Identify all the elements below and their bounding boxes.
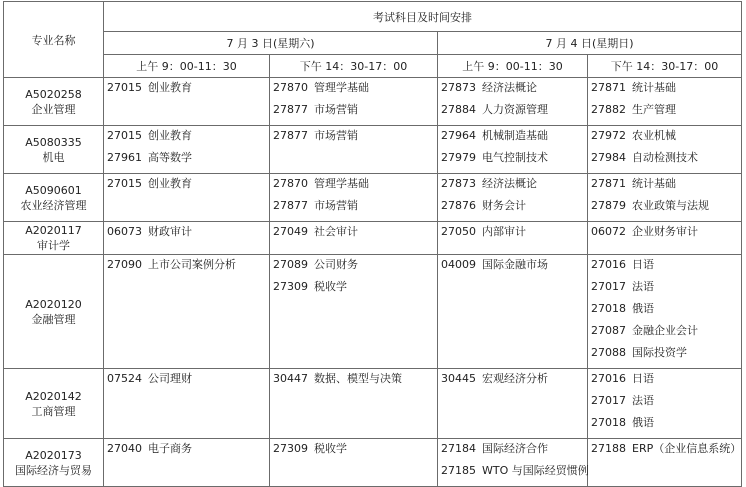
subject-name: 宏观经济分析 xyxy=(482,372,548,385)
subject-name: 俄语 xyxy=(632,416,654,429)
subject-name: 创业教育 xyxy=(148,81,192,94)
table-row xyxy=(4,126,742,174)
subject-name: 日语 xyxy=(632,372,654,385)
subject-entry xyxy=(107,177,269,199)
subject-code: 27185 xyxy=(441,464,476,477)
subject-name: 生产管理 xyxy=(632,103,676,116)
subject-entry xyxy=(107,442,269,464)
subject-code: 27087 xyxy=(591,324,626,337)
subject-name: 机械制造基础 xyxy=(482,129,548,142)
subject-entry xyxy=(591,81,741,103)
subject-entry xyxy=(273,129,437,151)
major-name-header: 专业名称 xyxy=(4,2,104,78)
subject-entry xyxy=(273,81,437,103)
exam-slot-cell xyxy=(270,439,438,487)
subject-name: 统计基础 xyxy=(632,177,676,190)
subject-name: 经济法概论 xyxy=(482,81,537,94)
major-cell xyxy=(4,78,104,126)
subject-entry xyxy=(107,372,269,394)
subject-code: 27015 xyxy=(107,129,142,142)
major-code: A2020142 xyxy=(25,389,82,403)
major-cell xyxy=(4,369,104,439)
exam-slot-cell xyxy=(588,439,742,487)
major-name: 审计学 xyxy=(37,239,70,252)
subject-entry xyxy=(591,103,741,125)
subject-name: 人力资源管理 xyxy=(482,103,548,116)
subject-entry xyxy=(591,177,741,199)
exam-slot-cell xyxy=(104,222,270,255)
subject-code: 27873 xyxy=(441,81,476,94)
subject-entry xyxy=(441,258,587,280)
major-cell xyxy=(4,174,104,222)
exam-slot-cell xyxy=(588,255,742,369)
subject-entry xyxy=(273,258,437,280)
subject-code: 27015 xyxy=(107,81,142,94)
subject-name: 社会审计 xyxy=(314,225,358,238)
subject-code: 30447 xyxy=(273,372,308,385)
subject-entry xyxy=(591,416,741,438)
subject-entry xyxy=(441,199,587,221)
subject-entry xyxy=(591,372,741,394)
subject-code: 04009 xyxy=(441,258,476,271)
subject-name: 税收学 xyxy=(314,280,347,293)
subject-entry xyxy=(591,151,741,173)
subject-entry xyxy=(591,199,741,221)
subject-code: 27984 xyxy=(591,151,626,164)
major-name: 企业管理 xyxy=(31,102,76,116)
exam-slot-cell xyxy=(438,222,588,255)
subject-name: 市场营销 xyxy=(314,199,358,212)
subject-name: 高等数学 xyxy=(148,151,192,164)
exam-slot-cell xyxy=(438,174,588,222)
slot3-header: 上午 9：00-11：30 xyxy=(438,55,588,78)
subject-name: 财政审计 xyxy=(148,225,192,238)
subject-entry xyxy=(273,372,437,394)
subject-name: WTO 与国际经贸惯例 xyxy=(482,464,589,477)
subject-entry xyxy=(107,258,269,280)
subject-code: 27876 xyxy=(441,199,476,212)
subject-code: 27016 xyxy=(591,258,626,271)
subject-code: 27309 xyxy=(273,442,308,455)
exam-slot-cell xyxy=(588,126,742,174)
subject-entry xyxy=(107,225,269,247)
major-code: A5020258 xyxy=(25,87,82,101)
major-code: A5090601 xyxy=(25,183,82,197)
major-name: 金融管理 xyxy=(31,312,76,326)
subject-code: 27090 xyxy=(107,258,142,271)
subject-name: 国际金融市场 xyxy=(482,258,548,271)
subject-name: 创业教育 xyxy=(148,129,192,142)
subject-name: 俄语 xyxy=(632,302,654,315)
major-code: A5080335 xyxy=(25,135,82,149)
major-code: A2020117 xyxy=(25,224,82,237)
subject-entry xyxy=(273,199,437,221)
exam-slot-cell xyxy=(438,126,588,174)
subject-code: 06073 xyxy=(107,225,142,238)
subject-entry xyxy=(441,103,587,125)
subject-code: 27882 xyxy=(591,103,626,116)
major-name: 农业经济管理 xyxy=(20,198,87,212)
subject-entry xyxy=(591,394,741,416)
subject-name: 上市公司案例分析 xyxy=(148,258,236,271)
subject-entry xyxy=(591,324,741,346)
exam-slot-cell xyxy=(270,126,438,174)
subject-name: 数据、模型与决策 xyxy=(314,372,402,385)
exam-slot-cell xyxy=(588,222,742,255)
subject-entry xyxy=(441,464,587,486)
subject-code: 27870 xyxy=(273,81,308,94)
subject-code: 27015 xyxy=(107,177,142,190)
major-cell xyxy=(4,255,104,369)
table-row xyxy=(4,255,742,369)
exam-slot-cell xyxy=(104,126,270,174)
subject-entry xyxy=(591,129,741,151)
subject-entry xyxy=(107,151,269,173)
table-row xyxy=(4,78,742,126)
exam-slot-cell xyxy=(104,439,270,487)
subject-code: 07524 xyxy=(107,372,142,385)
exam-slot-cell xyxy=(104,78,270,126)
subject-code: 27964 xyxy=(441,129,476,142)
subject-code: 27089 xyxy=(273,258,308,271)
subject-code: 27877 xyxy=(273,103,308,116)
subject-name: ERP（企业信息系统） xyxy=(632,442,742,455)
subject-name: 日语 xyxy=(632,258,654,271)
subject-name: 市场营销 xyxy=(314,129,358,142)
subject-code: 27188 xyxy=(591,442,626,455)
subject-entry xyxy=(441,81,587,103)
slot4-header: 下午 14：30-17：00 xyxy=(588,55,742,78)
major-name: 机电 xyxy=(42,150,65,164)
exam-slot-cell xyxy=(104,369,270,439)
subject-name: 农业机械 xyxy=(632,129,676,142)
table-row xyxy=(4,439,742,487)
subject-code: 27018 xyxy=(591,416,626,429)
subject-code: 27877 xyxy=(273,129,308,142)
major-name: 国际经济与贸易 xyxy=(15,463,92,477)
major-code: A2020173 xyxy=(25,448,82,462)
subject-code: 27873 xyxy=(441,177,476,190)
table-row xyxy=(4,222,742,255)
subject-code: 27017 xyxy=(591,394,626,407)
subject-entry xyxy=(273,103,437,125)
subject-name: 财务会计 xyxy=(482,199,526,212)
table-row xyxy=(4,369,742,439)
subject-name: 电子商务 xyxy=(148,442,192,455)
subject-entry xyxy=(591,302,741,324)
subject-entry xyxy=(273,177,437,199)
subject-code: 27184 xyxy=(441,442,476,455)
subject-entry xyxy=(441,372,587,394)
subject-code: 27877 xyxy=(273,199,308,212)
subject-name: 国际投资学 xyxy=(632,346,687,359)
subject-code: 27049 xyxy=(273,225,308,238)
subject-name: 法语 xyxy=(632,394,654,407)
subject-entry xyxy=(591,280,741,302)
exam-slot-cell xyxy=(270,222,438,255)
subject-code: 27017 xyxy=(591,280,626,293)
subject-name: 国际经济合作 xyxy=(482,442,548,455)
schedule-title: 考试科目及时间安排 xyxy=(104,2,742,32)
exam-slot-cell xyxy=(438,78,588,126)
subject-name: 企业财务审计 xyxy=(632,225,698,238)
exam-slot-cell xyxy=(270,78,438,126)
subject-code: 27309 xyxy=(273,280,308,293)
subject-name: 公司财务 xyxy=(314,258,358,271)
subject-name: 内部审计 xyxy=(482,225,526,238)
subject-code: 27972 xyxy=(591,129,626,142)
subject-code: 27016 xyxy=(591,372,626,385)
subject-name: 公司理财 xyxy=(148,372,192,385)
subject-code: 27879 xyxy=(591,199,626,212)
subject-name: 自动检测技术 xyxy=(632,151,698,164)
exam-slot-cell xyxy=(104,255,270,369)
subject-name: 金融企业会计 xyxy=(632,324,698,337)
exam-slot-cell xyxy=(270,255,438,369)
exam-slot-cell xyxy=(438,439,588,487)
subject-entry xyxy=(591,225,741,247)
subject-name: 管理学基础 xyxy=(314,81,369,94)
subject-name: 法语 xyxy=(632,280,654,293)
subject-code: 27871 xyxy=(591,177,626,190)
subject-code: 27088 xyxy=(591,346,626,359)
subject-name: 统计基础 xyxy=(632,81,676,94)
major-cell xyxy=(4,439,104,487)
subject-entry xyxy=(441,151,587,173)
exam-slot-cell xyxy=(588,369,742,439)
exam-slot-cell xyxy=(438,255,588,369)
subject-entry xyxy=(273,442,437,464)
table-row xyxy=(4,174,742,222)
subject-code: 27050 xyxy=(441,225,476,238)
subject-entry xyxy=(441,225,587,247)
subject-entry xyxy=(441,442,587,464)
exam-slot-cell xyxy=(438,369,588,439)
subject-code: 30445 xyxy=(441,372,476,385)
subject-code: 06072 xyxy=(591,225,626,238)
day2-header: 7 月 4 日(星期日) xyxy=(438,32,742,55)
subject-code: 27870 xyxy=(273,177,308,190)
subject-entry xyxy=(107,129,269,151)
major-name: 工商管理 xyxy=(31,404,76,418)
subject-entry xyxy=(591,258,741,280)
exam-schedule-table xyxy=(3,1,742,487)
major-cell xyxy=(4,126,104,174)
subject-code: 27018 xyxy=(591,302,626,315)
exam-slot-cell xyxy=(270,174,438,222)
subject-entry xyxy=(591,442,741,464)
exam-slot-cell xyxy=(104,174,270,222)
subject-name: 经济法概论 xyxy=(482,177,537,190)
slot2-header: 下午 14：30-17：00 xyxy=(270,55,438,78)
exam-slot-cell xyxy=(270,369,438,439)
subject-entry xyxy=(441,177,587,199)
major-code: A2020120 xyxy=(25,297,82,311)
exam-slot-cell xyxy=(588,78,742,126)
subject-name: 市场营销 xyxy=(314,103,358,116)
subject-entry xyxy=(107,81,269,103)
day1-header: 7 月 3 日(星期六) xyxy=(104,32,438,55)
exam-slot-cell xyxy=(588,174,742,222)
subject-name: 创业教育 xyxy=(148,177,192,190)
subject-entry xyxy=(441,129,587,151)
subject-code: 27961 xyxy=(107,151,142,164)
subject-name: 电气控制技术 xyxy=(482,151,548,164)
subject-code: 27979 xyxy=(441,151,476,164)
subject-name: 农业政策与法规 xyxy=(632,199,709,212)
subject-code: 27040 xyxy=(107,442,142,455)
subject-code: 27871 xyxy=(591,81,626,94)
subject-code: 27884 xyxy=(441,103,476,116)
subject-entry xyxy=(591,346,741,368)
subject-entry xyxy=(273,225,437,247)
subject-name: 税收学 xyxy=(314,442,347,455)
slot1-header: 上午 9：00-11：30 xyxy=(104,55,270,78)
subject-name: 管理学基础 xyxy=(314,177,369,190)
subject-entry xyxy=(273,280,437,302)
major-cell xyxy=(4,222,104,255)
